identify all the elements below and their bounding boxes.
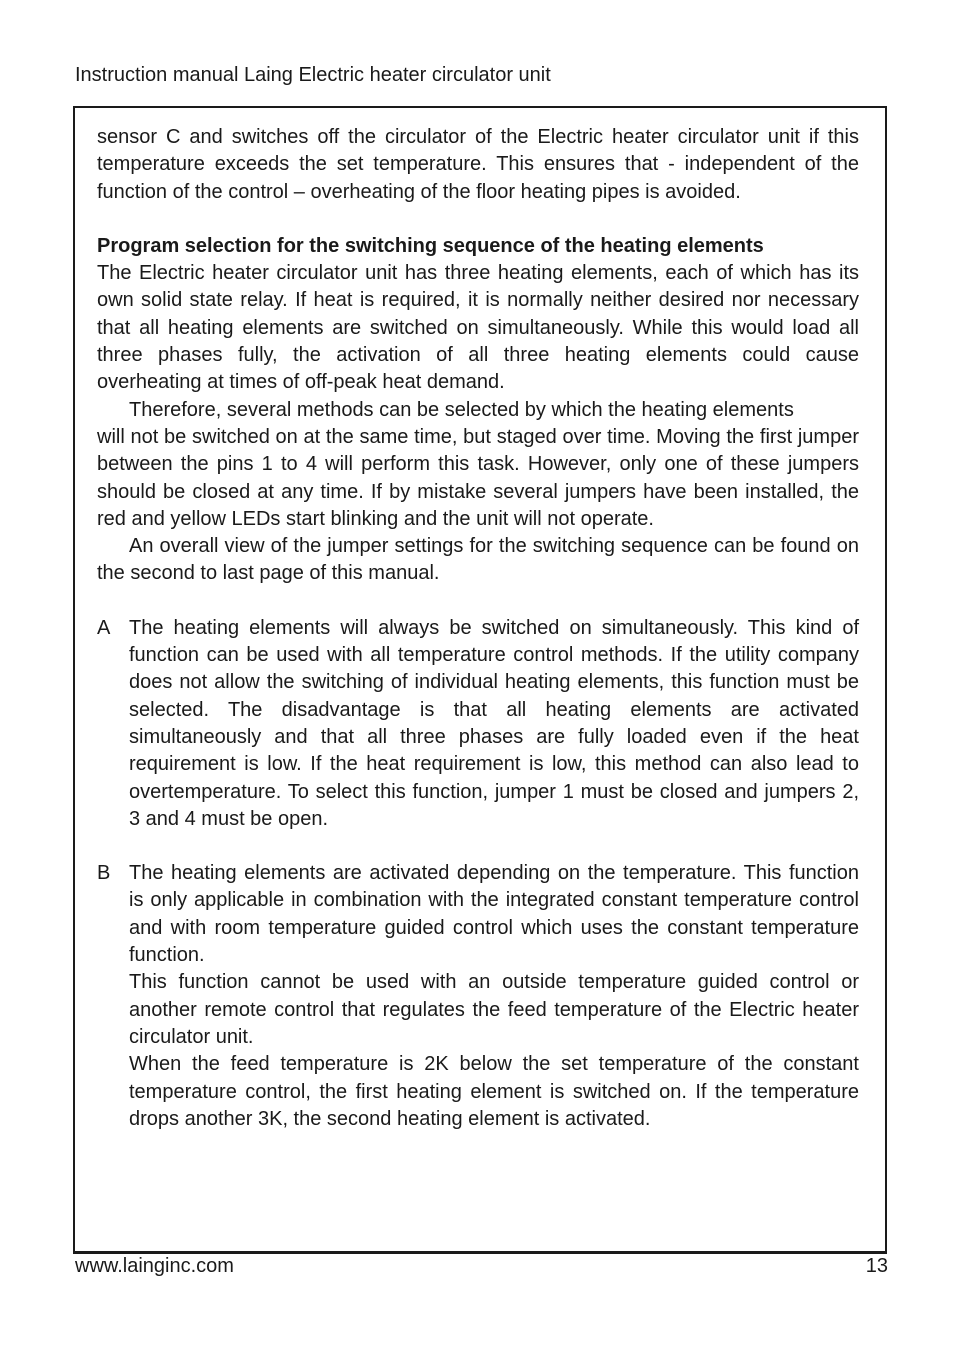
page-number: 13: [865, 1255, 888, 1277]
list-item-b-letter: B: [97, 862, 111, 885]
content-frame: [73, 106, 887, 1254]
footer-website: www.lainginc.com: [75, 1255, 234, 1277]
list-item-b-text-1: The heating elements are activated depending on the temperature. This function is only applicable in combination with the integrated constant temperature control and with room temperature guided control which uses the constant temperature function.: [129, 862, 859, 967]
paragraph-3: An overall view of the jumper settings for the switching sequence can be found on the second to last page of this manual.: [97, 535, 859, 585]
list-item-b-text-2: This function cannot be used with an outside temperature guided control or another remote control that regulates the feed temperature of the Electric heater circulator unit.: [129, 971, 859, 1048]
list-item-a: [97, 615, 859, 833]
paragraph-2-rest: will not be switched on at the same time, but staged over time. Moving the first jumper between the pins 1 to 4 will perform this task. However, only one of these jumpers should be closed at any time. If by mistake several jumpers have been installed, the red and yellow LEDs start blinking and the unit will not operate.: [97, 425, 859, 530]
paragraph-2-line1: Therefore, several methods can be selected by which the heating elements: [129, 398, 794, 421]
section-heading: Program selection for the switching sequence of the heating elements: [97, 234, 764, 257]
list-item-a-letter: A: [97, 616, 111, 639]
page-header: Instruction manual Laing Electric heater circulator unit: [75, 64, 551, 86]
paragraph-1: The Electric heater circulator unit has three heating elements, each of which has its own solid state relay. If heat is required, it is normally neither desired nor necessary that all heating elements are switched on simultaneously. While this would load all three phases fully, the activation of all three heating elements could cause overheating at times of off-peak heat demand.: [97, 262, 859, 394]
list-item-b-text-3: When the feed temperature is 2K below the set temperature of the constant temperature control, the first heating element is switched on. If the temperature drops another 3K, the second heating element is activated.: [129, 1053, 859, 1130]
intro-paragraph: sensor C and switches off the circulator of the Electric heater circulator unit if this temperature exceeds the set temperature. This ensures that - independent of the function of the control – overheating of the floor heating pipes is avoided.: [97, 126, 859, 203]
content-body: [97, 124, 859, 1133]
list-item-b: [97, 860, 859, 1133]
list-item-a-text: The heating elements will always be switched on simultaneously. This kind of function can be used with all temperature control methods. If the utility company does not allow the switching of individual heating elements, this function must be selected. The disadvantage is that all heating elements are activated simultaneously and that all three phases are fully loaded even if the heat requirement is low. If the heat requirement is low, this method can also lead to overtemperature. To select this function, jumper 1 must be closed and jumpers 2, 3 and 4 must be open.: [129, 616, 859, 830]
